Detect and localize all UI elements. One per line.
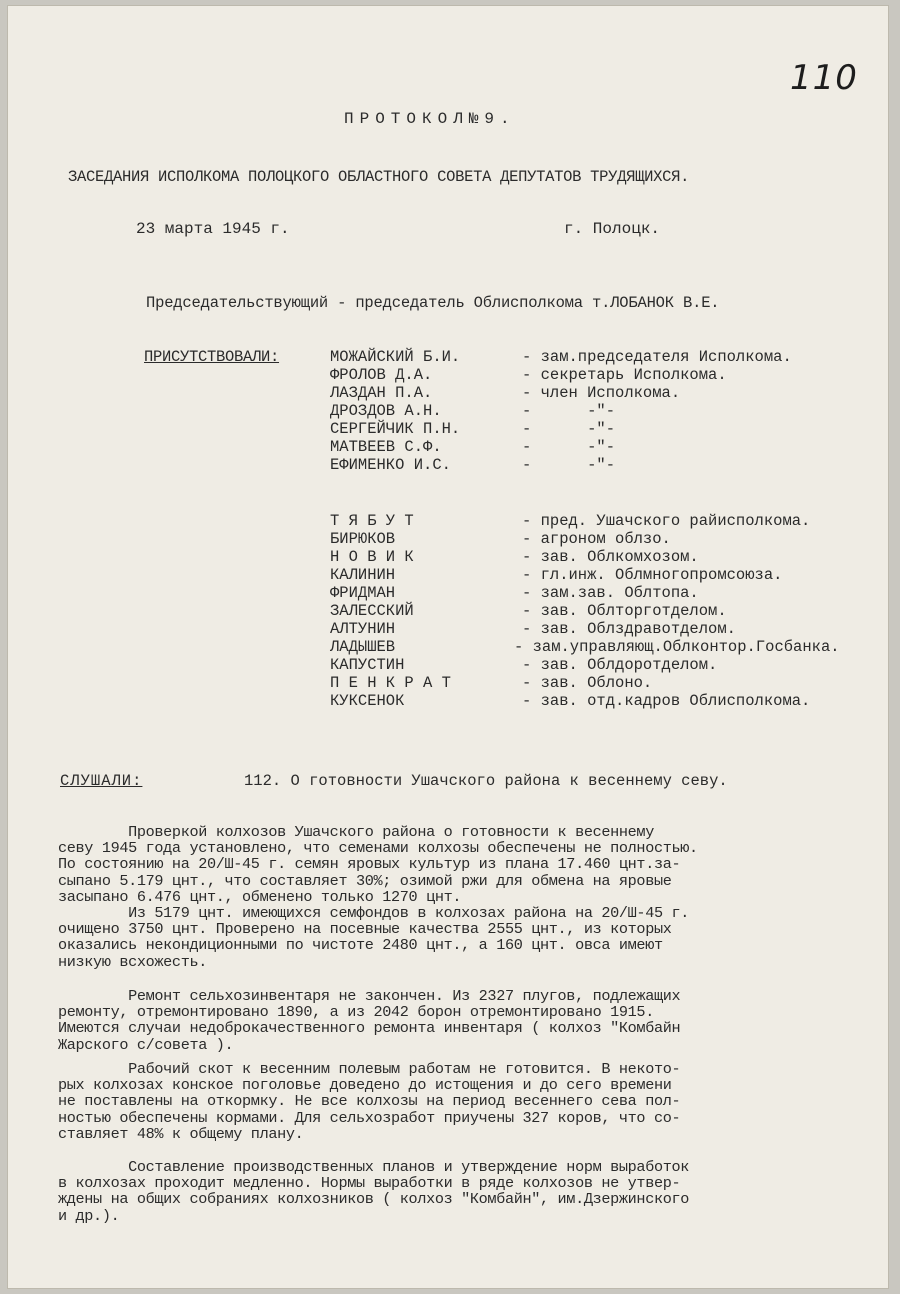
invited-name: КАЛИНИН xyxy=(330,566,396,584)
member-role: - -"- xyxy=(522,456,616,474)
text-line: оказались некондиционными по чистоте 2480 цнт., а 160 цнт. овса имеют xyxy=(58,936,663,955)
member-role: - -"- xyxy=(522,438,616,456)
text-line: Ремонт сельхозинвентаря не закончен. Из 2327 плугов, подлежащих xyxy=(58,987,681,1005)
invited-name: Н О В И К xyxy=(330,548,414,566)
invited-name: П Е Н К Р А Т xyxy=(330,674,451,692)
text-line: низкую всхожесть. xyxy=(58,952,207,971)
heard-label: СЛУШАЛИ: xyxy=(60,772,143,790)
invited-role: - пред. Ушачского райисполкома. xyxy=(522,512,811,530)
invited-name: Т Я Б У Т xyxy=(330,512,414,530)
document-subtitle: ЗАСЕДАНИЯ ИСПОЛКОМА ПОЛОЦКОГО ОБЛАСТНОГО СОВЕТА ДЕПУТАТОВ ТРУДЯЩИХСЯ. xyxy=(68,168,690,186)
member-name: МОЖАЙСКИЙ Б.И. xyxy=(330,348,461,366)
text-line: Составление производственных планов и утверждение норм выработок xyxy=(58,1158,690,1176)
invited-role: - зам.зав. Облтопа. xyxy=(522,584,699,602)
invited-role: - зав. Облоно. xyxy=(522,674,653,692)
invited-name: КУКСЕНОК xyxy=(330,692,405,710)
heard-item: 112. О готовности Ушачского района к весеннему севу. xyxy=(244,772,728,790)
member-name: ЕФИМЕНКО И.С. xyxy=(330,456,451,474)
text-line: севу 1945 года установлено, что семенами колхозы обеспечены не полностью. xyxy=(58,839,698,858)
invited-role: - зав. Облдоротделом. xyxy=(522,656,718,674)
text-line: Имеются случаи недоброкачественного ремонта инвентаря ( колхоз "Комбайн xyxy=(58,1019,681,1038)
text-line: ремонту, отремонтировано 1890, а из 2042 борон отремонтировано 1915. xyxy=(58,1003,654,1022)
text-line: ставляет 48% к общему плану. xyxy=(58,1124,304,1143)
invited-role: - гл.инж. Облмногопромсоюза. xyxy=(522,566,783,584)
invited-name: ЗАЛЕССКИЙ xyxy=(330,602,414,620)
document-page xyxy=(8,6,888,1288)
member-name: ФРОЛОВ Д.А. xyxy=(330,366,433,384)
present-label: ПРИСУТСТВОВАЛИ: xyxy=(144,348,280,366)
text-line: сыпано 5.179 цнт., что составляет 30%; озимой ржи для обмена на яровые xyxy=(58,871,672,890)
invited-role: - зам.управляющ.Облконтор.Госбанка. xyxy=(514,638,840,656)
invited-name: АЛТУНИН xyxy=(330,620,396,638)
paragraph-seed-quality xyxy=(58,905,878,970)
invited-role: - зав. Облздравотделом. xyxy=(522,620,736,638)
invited-role: - зав. отд.кадров Облисполкома. xyxy=(522,692,811,710)
text-line: не поставлены на откормку. Не все колхозы на период весеннего сева пол- xyxy=(58,1092,681,1111)
member-name: ЛАЗДАН П.А. xyxy=(330,384,433,402)
invited-name: ЛАДЫШЕВ xyxy=(330,638,396,656)
invited-name: ФРИДМАН xyxy=(330,584,396,602)
invited-name: БИРЮКОВ xyxy=(330,530,396,548)
member-role: - -"- xyxy=(522,402,616,420)
member-name: МАТВЕЕВ С.Ф. xyxy=(330,438,442,456)
document-title: ПРОТОКОЛ№9. xyxy=(344,110,516,128)
text-line: в колхозах проходит медленно. Нормы выработки в ряде колхозов не утвер- xyxy=(58,1174,681,1193)
member-role: - -"- xyxy=(522,420,616,438)
member-role: - секретарь Исполкома. xyxy=(522,366,727,384)
invited-role: - агроном облзо. xyxy=(522,530,671,548)
text-line: По состоянию на 20/Ш-45 г. семян яровых культур из плана 17.460 цнт.за- xyxy=(58,855,681,874)
text-line: рых колхозах конское поголовье доведено до истощения и до сего времени xyxy=(58,1076,672,1095)
text-line: ждены на общих собраниях колхозников ( колхоз "Комбайн", им.Дзержинского xyxy=(58,1190,690,1209)
text-line: ностью обеспечены кормами. Для сельхозработ приучены 327 коров, что со- xyxy=(58,1108,681,1127)
invited-name: КАПУСТИН xyxy=(330,656,405,674)
member-name: СЕРГЕЙЧИК П.Н. xyxy=(330,420,461,438)
text-line: Из 5179 цнт. имеющихся семфондов в колхозах района на 20/Ш-45 г. xyxy=(58,904,690,922)
text-line: Проверкой колхозов Ушачского района о готовности к весеннему xyxy=(58,823,654,841)
meeting-place: г. Полоцк. xyxy=(564,220,661,238)
member-role: - зам.председателя Исполкома. xyxy=(522,348,792,366)
invited-role: - зав. Облкомхозом. xyxy=(522,548,699,566)
paragraph-livestock xyxy=(58,1061,878,1142)
chairman-line: Председательствующий - председатель Облисполкома т.ЛОБАНОК В.Е. xyxy=(146,294,720,312)
text-line: и др.). xyxy=(58,1206,120,1225)
text-line: Рабочий скот к весенним полевым работам не готовится. В некото- xyxy=(58,1060,681,1078)
paragraph-seeds xyxy=(58,824,878,905)
member-name: ДРОЗДОВ А.Н. xyxy=(330,402,442,420)
text-line: засыпано 6.476 цнт., обменено только 1270 цнт. xyxy=(58,887,462,906)
paragraph-repairs xyxy=(58,988,878,1053)
invited-role: - зав. Облторготделом. xyxy=(522,602,727,620)
paragraph-plans xyxy=(58,1159,878,1224)
text-line: очищено 3750 цнт. Проверено на посевные качества 2555 цнт., из которых xyxy=(58,920,672,939)
page-number: 110 xyxy=(790,58,858,98)
meeting-date: 23 марта 1945 г. xyxy=(136,220,290,238)
member-role: - член Исполкома. xyxy=(522,384,681,402)
text-line: Жарского с/совета ). xyxy=(58,1035,234,1054)
